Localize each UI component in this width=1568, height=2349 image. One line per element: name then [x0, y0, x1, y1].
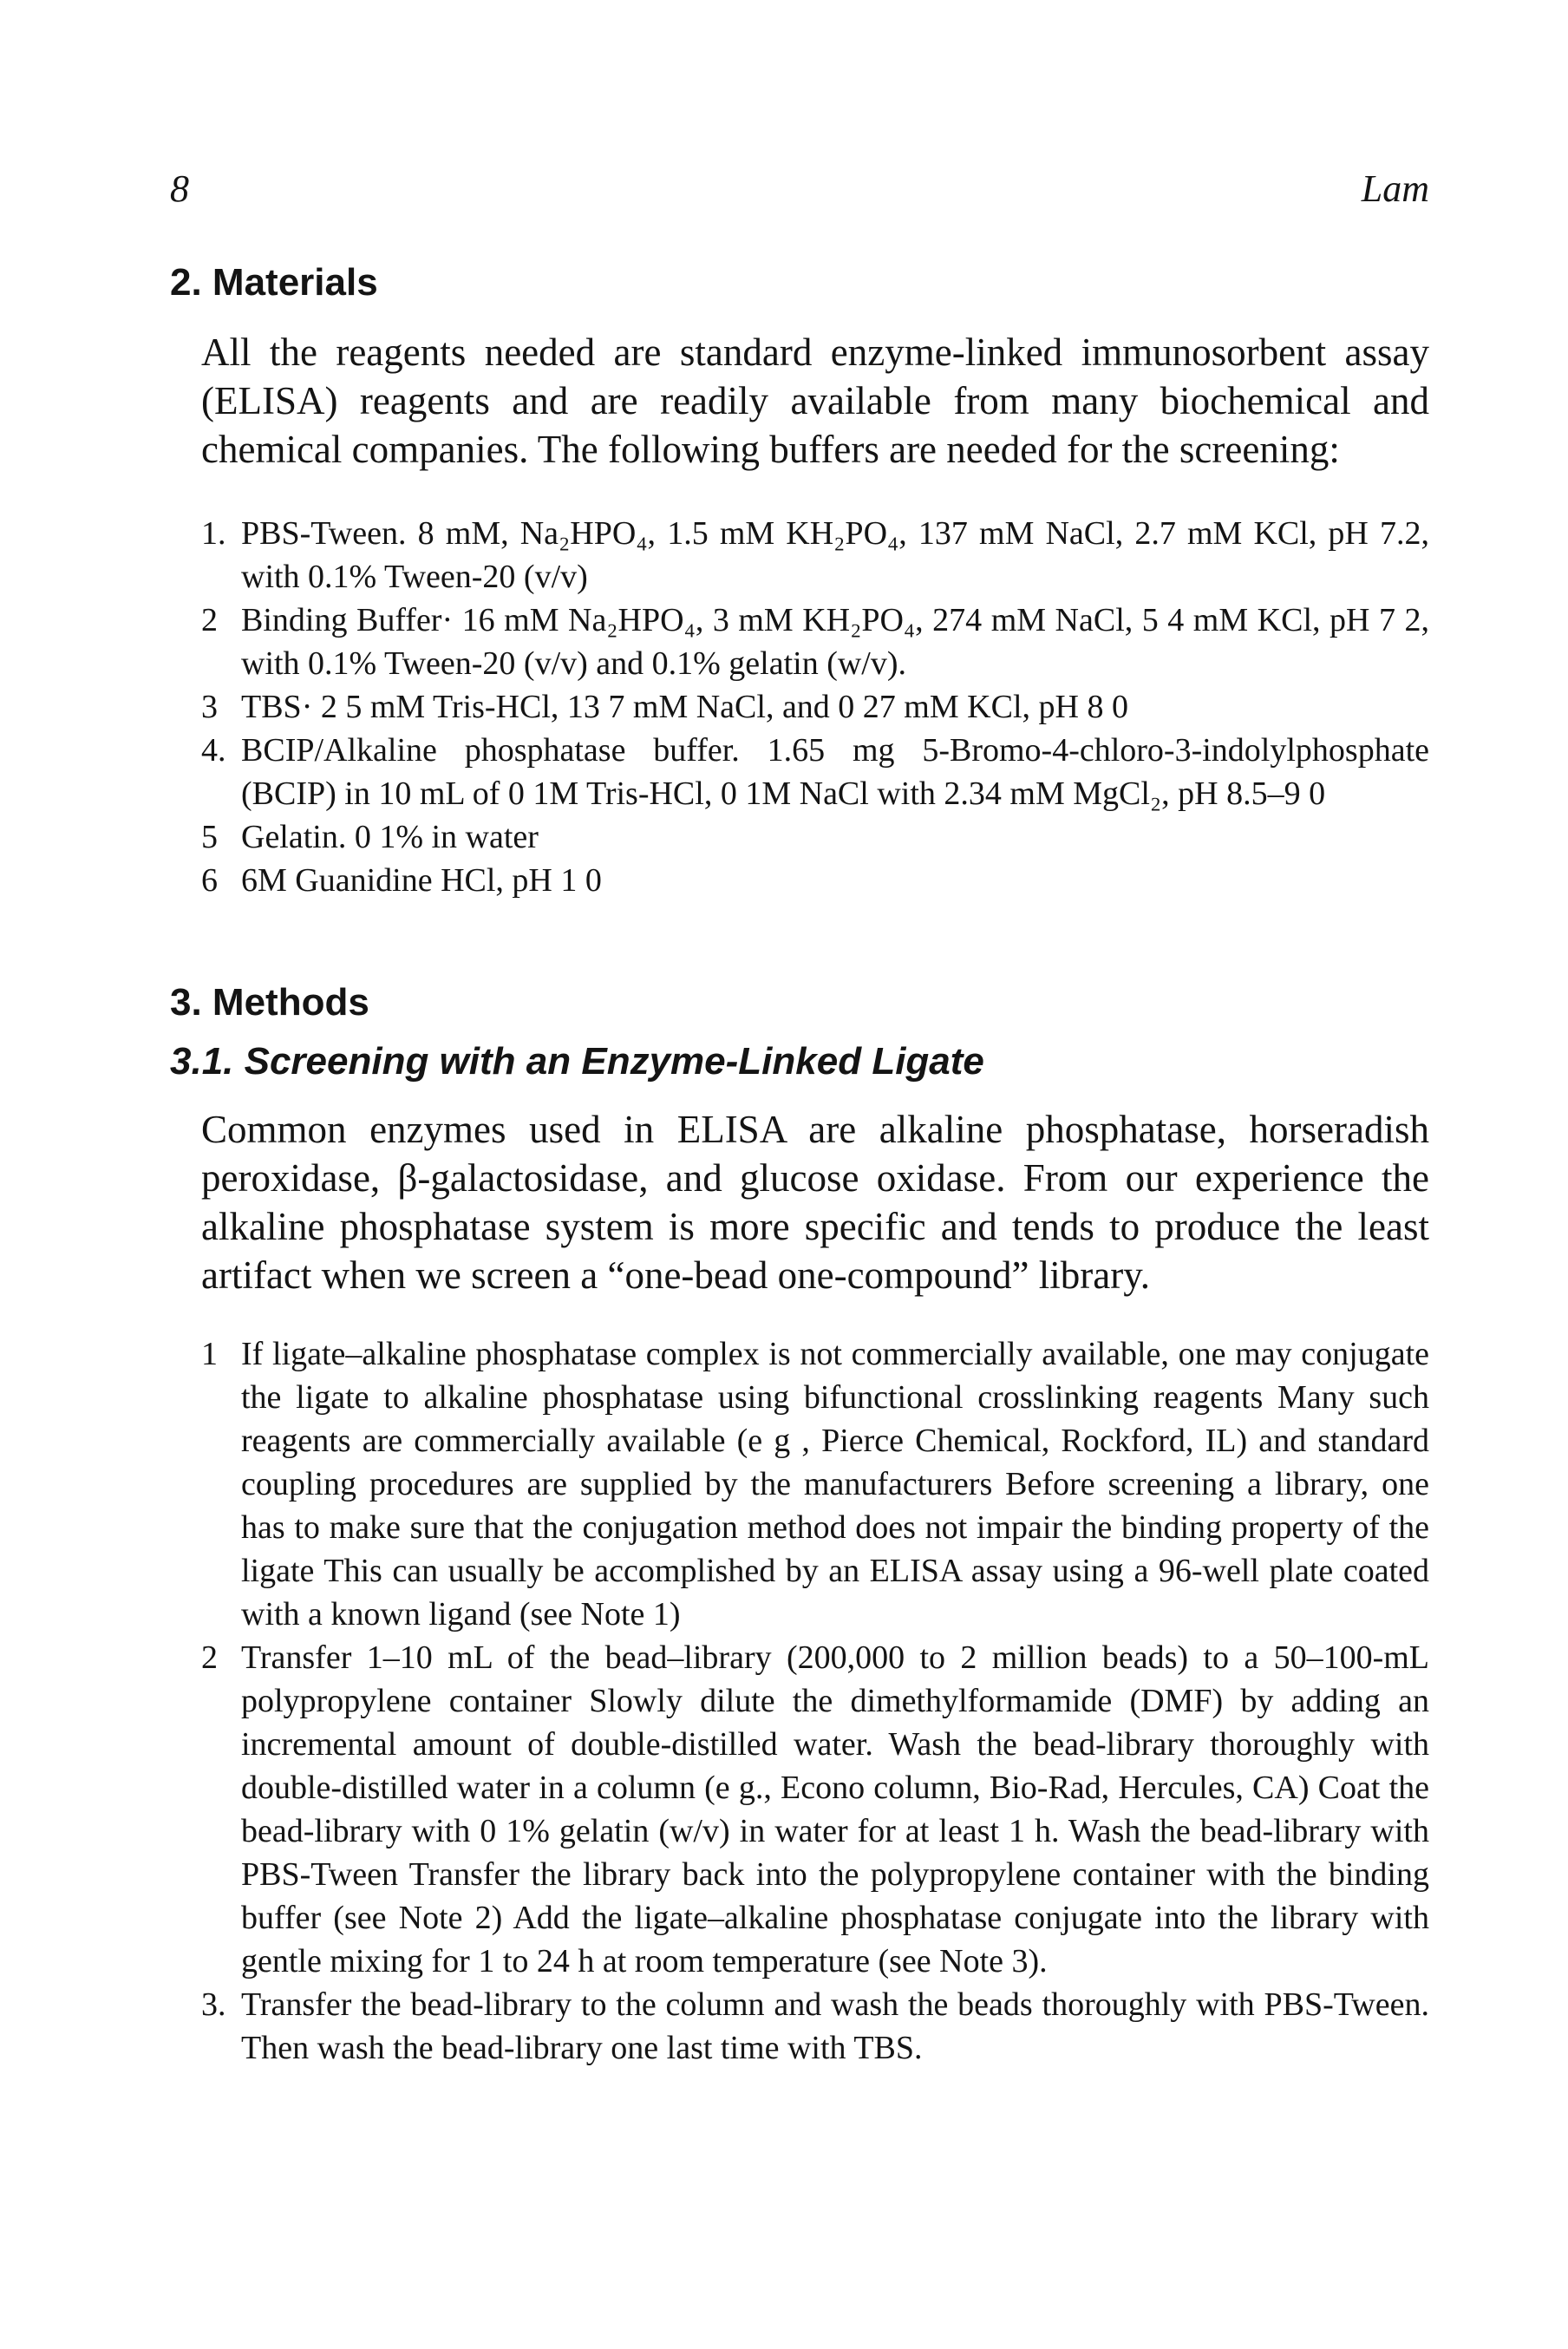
list-text: 6M Guanidine HCl, pH 1 0 — [241, 862, 602, 899]
materials-list-item — [201, 685, 1429, 729]
materials-list-item — [201, 729, 1429, 815]
list-number: 2 — [201, 1639, 218, 1676]
list-number: 6 — [201, 862, 218, 899]
materials-list — [201, 512, 1429, 902]
methods-heading: 3. Methods — [170, 981, 369, 1024]
list-number: 1. — [201, 515, 226, 552]
materials-list-item — [201, 859, 1429, 902]
list-number: 4. — [201, 732, 226, 769]
list-text: If ligate–alkaline phosphatase complex is not commercially available, one may conjugate the ligate to alkaline phosphatase using bifunctional crosslinking reagents Many such reagents are commercially available (e g , Pierce Chemical, Rockford, IL) and standard coupling procedures are supplied by the manufacturers Before screening a library, one has to make sure that the conjugation method does not impair the binding property of the ligate This can usually be accomplished by an ELISA assay using a 96-well plate coated with a known ligand (see Note 1) — [241, 1336, 1429, 1633]
running-head-author: Lam — [1361, 167, 1429, 210]
list-text: BCIP/Alkaline phosphatase buffer. 1.65 mg 5-Bromo-4-chloro-3-indolylphosphate (BCIP) in 10 mL of 0 1M Tris-HCl, 0 1M NaCl with 2.34 mM MgCl₂, pH 8.5–9 0 — [241, 732, 1429, 812]
list-number: 3. — [201, 1986, 226, 2023]
page-number: 8 — [170, 167, 189, 210]
materials-intro: All the reagents needed are standard enzyme-linked immunosorbent assay (ELISA) reagents and are readily available from many biochemical and chemical companies. The following buffers are needed for the screening: — [201, 330, 1429, 471]
list-number: 5 — [201, 819, 218, 855]
materials-heading: 2. Materials — [170, 261, 378, 304]
list-text: Gelatin. 0 1% in water — [241, 819, 539, 855]
methods-list-item — [201, 1636, 1429, 1983]
list-text: PBS-Tween. 8 mM, Na₂HPO₄, 1.5 mM KH₂PO₄, 137 mM NaCl, 2.7 mM KCl, pH 7.2, with 0.1% Tween-20 (v/v) — [241, 515, 1429, 595]
list-text: Transfer 1–10 mL of the bead–library (200,000 to 2 million beads) to a 50–100-mL polypropylene container Slowly dilute the dimethylformamide (DMF) by adding an incremental amount of double-distilled water. Wash the bead-library thoroughly with double-distilled water in a column (e g., Econo column, Bio-Rad, Hercules, CA) Coat the bead-library with 0 1% gelatin (w/v) in water for at least 1 h. Wash the bead-library with PBS-Tween Transfer the library back into the polypropylene container with the binding buffer (see Note 2) Add the ligate–alkaline phosphatase conjugate into the library with gentle mixing for 1 to 24 h at room temperature (see Note 3). — [241, 1639, 1429, 1979]
list-number: 3 — [201, 689, 218, 725]
list-text: TBS· 2 5 mM Tris-HCl, 13 7 mM NaCl, and 0 27 mM KCl, pH 8 0 — [241, 689, 1128, 725]
list-number: 1 — [201, 1336, 218, 1372]
materials-list-item — [201, 512, 1429, 599]
methods-subheading: 3.1. Screening with an Enzyme-Linked Ligate — [170, 1040, 984, 1083]
list-text: Transfer the bead-library to the column and wash the beads thoroughly with PBS-Tween. Then wash the bead-library one last time with TBS. — [241, 1986, 1429, 2066]
methods-list-item — [201, 1983, 1429, 2070]
methods-list-item — [201, 1332, 1429, 1636]
running-head — [170, 163, 1429, 215]
methods-intro: Common enzymes used in ELISA are alkaline phosphatase, horseradish peroxidase, β-galactosidase, and glucose oxidase. From our experience the alkaline phosphatase system is more specific and tends to produce the least artifact when we screen a “one-bead one-compound” library. — [201, 1108, 1429, 1297]
list-text: Binding Buffer· 16 mM Na₂HPO₄, 3 mM KH₂PO₄, 274 mM NaCl, 5 4 mM KCl, pH 7 2, with 0.1% Tween-20 (v/v) and 0.1% gelatin (w/v). — [241, 602, 1429, 682]
materials-list-item — [201, 599, 1429, 685]
list-number: 2 — [201, 602, 218, 638]
methods-list — [201, 1332, 1429, 2070]
materials-list-item — [201, 815, 1429, 859]
